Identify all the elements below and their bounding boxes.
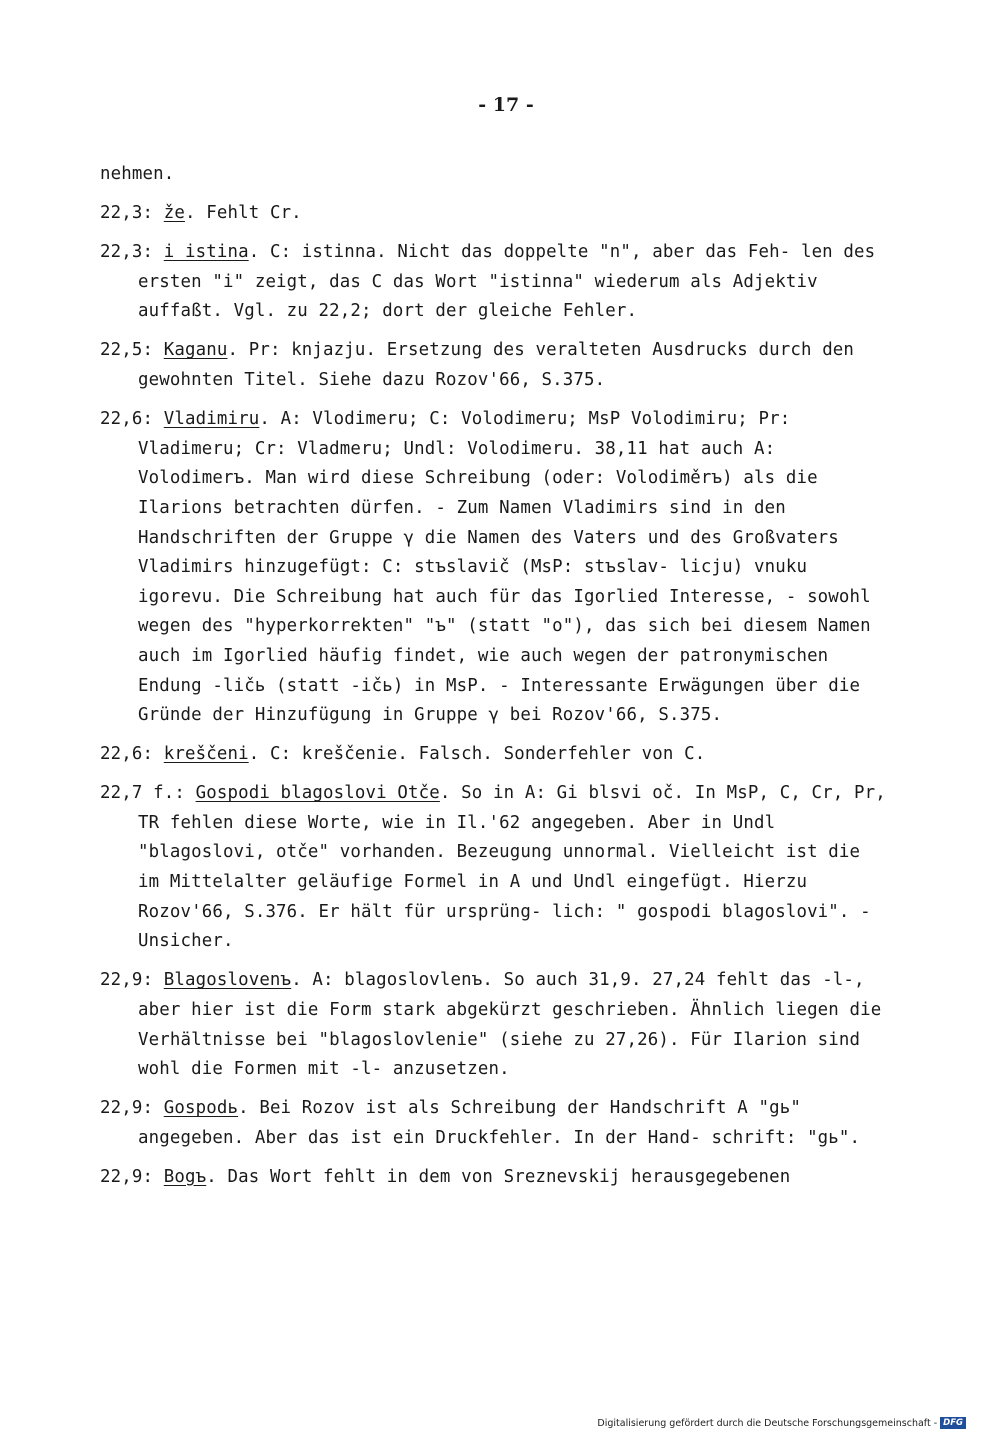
digitization-credit xyxy=(597,1417,966,1429)
commentary-entry xyxy=(100,336,890,395)
commentary-entry xyxy=(100,160,890,190)
entry-lemma: Gospodь xyxy=(163,1098,239,1119)
entry-ref: 22,5: xyxy=(100,340,164,361)
page-number: - 17 - xyxy=(478,94,534,116)
commentary-entry xyxy=(100,238,890,327)
entry-ref: 22,6: xyxy=(100,409,164,430)
entry-text: . Das Wort fehlt in dem von Sreznevskij herausgegebenen xyxy=(206,1166,791,1187)
commentary-entry xyxy=(100,199,890,229)
entry-ref: 22,9: xyxy=(100,1166,164,1187)
entry-lemma: i istina xyxy=(163,242,249,263)
entry-lemma: Kaganu xyxy=(163,340,228,361)
entry-lemma: Vladimiru xyxy=(163,409,260,430)
credit-text: Digitalisierung gefördert durch die Deutsche Forschungsgemeinschaft - xyxy=(597,1417,938,1429)
entry-ref: 22,9: xyxy=(100,1098,164,1119)
entry-lemma: Bogъ xyxy=(163,1166,207,1187)
entry-ref: 22,6: xyxy=(100,744,164,765)
commentary-entry xyxy=(100,1094,890,1153)
entry-text: . A: Vlodimeru; C: Volodimeru; MsP Volodimiru; Pr: Vladimeru; Cr: Vladmeru; Undl: Volodimeru. 38,11 hat auch A: Volodimerъ. Man wird diese Schreibung (oder: Volodiměrъ) als die Ilarions betrachten dürfen. - Zum Namen Vladimirs sind in den Handschriften der Gruppe γ die Namen des Vaters und des Großvaters Vladimirs hinzugefügt: C: stъslavič (MsP: stъslav- licju) vnuku igorevu. Die Schreibung hat auch für das Igorlied Interesse, - sowohl wegen des "hyperkorrekten" "ъ" (statt "o"), das sich bei diesem Namen auch im Igorlied häufig findet, wie auch wegen der patronymischen Endung -ličь (statt -ičь) in MsP. - Interessante Erwägungen über die Gründe der Hinzufügung in Gruppe γ bei Rozov'66, S.375. xyxy=(138,409,871,726)
commentary-body xyxy=(100,160,890,1202)
entry-ref: 22,3: xyxy=(100,203,164,224)
entry-text: nehmen. xyxy=(100,164,175,184)
entry-ref: 22,9: xyxy=(100,970,164,991)
entry-text: . A: blagoslovlenъ. So auch 31,9. 27,24 fehlt das -l-, aber hier ist die Form stark abgekürzt geschrieben. Ähnlich liegen die Verhältnisse bei "blagoslovlenie" (siehe zu 27,26). Für Ilarion sind wohl die Formen mit -l- anzusetzen. xyxy=(138,970,882,1080)
entry-text: . Bei Rozov ist als Schreibung der Handschrift A "gь" angegeben. Aber das ist ein Druckfehler. In der Hand- schrift: "gь". xyxy=(138,1098,861,1148)
entry-text: . Fehlt Cr. xyxy=(184,203,302,224)
commentary-entry xyxy=(100,1163,890,1193)
commentary-entry xyxy=(100,779,890,957)
entry-ref: 22,3: xyxy=(100,242,164,263)
commentary-entry xyxy=(100,740,890,770)
entry-text: . So in A: Gi blsvi oč. In MsP, C, Cr, Pr, TR fehlen diese Worte, wie in Il.'62 angegeben. Aber in Undl "blagoslovi, otče" vorhanden. Bezeugung unnormal. Vielleicht ist die im Mittelalter geläufige Formel in A und Undl eingefügt. Hierzu Rozov'66, S.376. Er hält für ursprüng- lich: " gospodi blagoslovi". - Unsicher. xyxy=(138,783,886,952)
entry-lemma: kreščeni xyxy=(163,744,249,765)
dfg-logo: DFG xyxy=(940,1417,966,1429)
entry-lemma: že xyxy=(163,203,185,224)
entry-lemma: Blagoslovenъ xyxy=(163,970,292,991)
commentary-entry xyxy=(100,966,890,1084)
entry-text: . C: kreščenie. Falsch. Sonderfehler von C. xyxy=(248,744,706,765)
entry-ref: 22,7 f.: xyxy=(100,783,196,804)
entry-text: . C: istinna. Nicht das doppelte "n", aber das Feh- len des ersten "i" zeigt, das C das Wort "istinna" wiederum als Adjektiv auffaßt. Vgl. zu 22,2; dort der gleiche Fehler. xyxy=(138,242,876,322)
entry-lemma: Gospodi blagoslovi Otče xyxy=(195,783,440,804)
entry-text: . Pr: knjazju. Ersetzung des veralteten Ausdrucks durch den gewohnten Titel. Siehe dazu Rozov'66, S.375. xyxy=(138,340,855,391)
commentary-entry xyxy=(100,405,890,731)
